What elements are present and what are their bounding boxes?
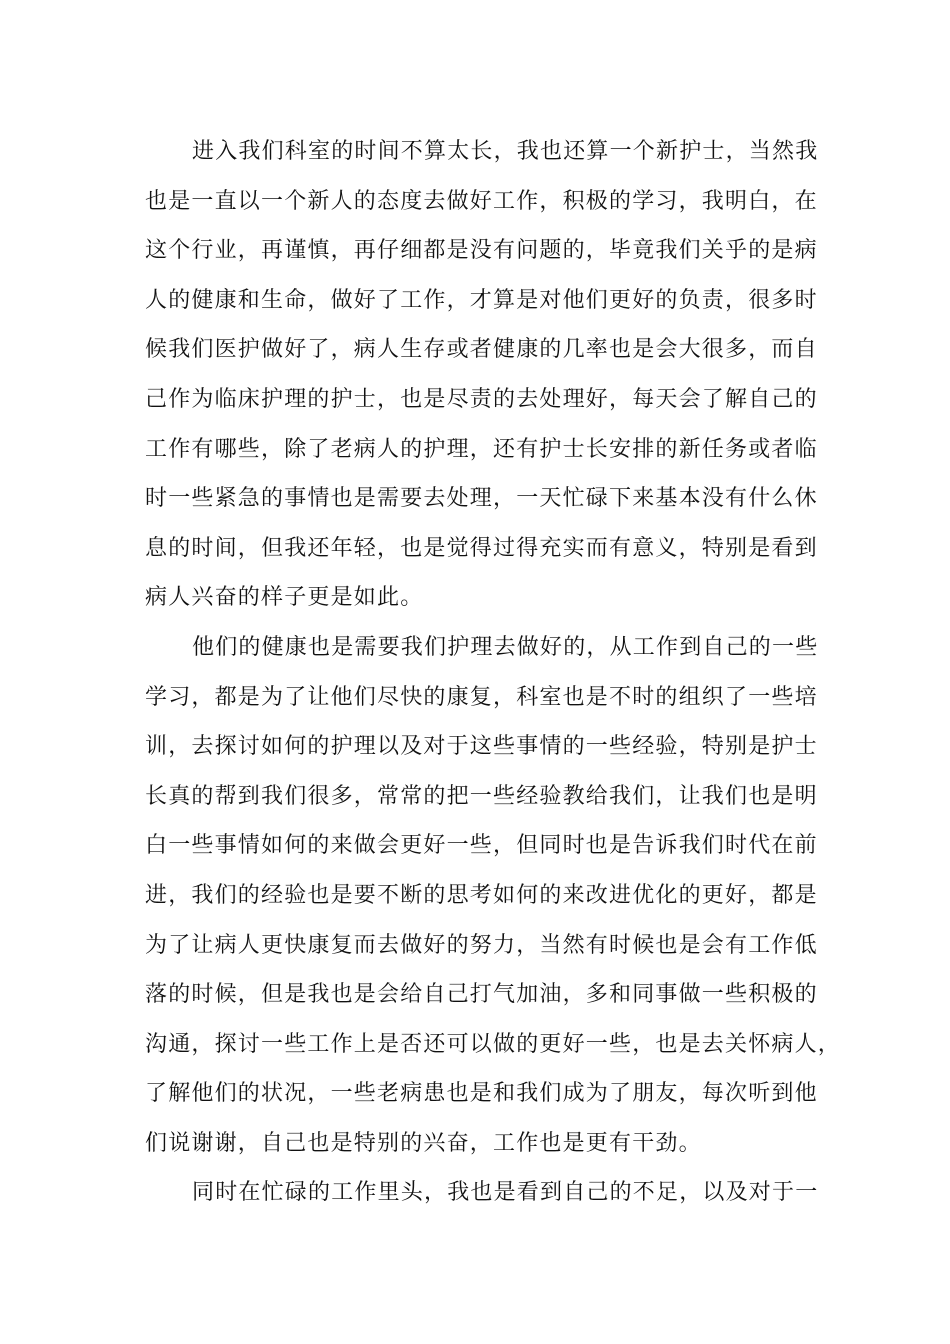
text-line: 进，我们的经验也是要不断的思考如何的来改进优化的更好，都是 [145, 882, 818, 908]
text-line: 候我们医护做好了，病人生存或者健康的几率也是会大很多，而自 [145, 337, 818, 363]
text-line: 时一些紧急的事情也是需要去处理，一天忙碌下来基本没有什么休 [145, 486, 818, 512]
text-line: 们说谢谢，自己也是特别的兴奋，工作也是更有干劲。 [145, 1130, 702, 1156]
text-line: 息的时间，但我还年轻，也是觉得过得充实而有意义，特别是看到 [145, 535, 818, 561]
text-line: 人的健康和生命，做好了工作，才算是对他们更好的负责，很多时 [145, 287, 818, 313]
document-body [145, 127, 842, 1218]
text-line: 他们的健康也是需要我们护理去做好的，从工作到自己的一些 [192, 634, 819, 660]
text-line: 工作有哪些，除了老病人的护理，还有护士长安排的新任务或者临 [145, 436, 818, 462]
text-line: 为了让病人更快康复而去做好的努力，当然有时候也是会有工作低 [145, 932, 818, 958]
text-line: 学习，都是为了让他们尽快的康复，科室也是不时的组织了一些培 [145, 684, 818, 710]
text-line: 同时在忙碌的工作里头，我也是看到自己的不足，以及对于一 [192, 1180, 819, 1206]
paragraph [145, 127, 819, 623]
text-line: 了解他们的状况，一些老病患也是和我们成为了朋友，每次听到他 [145, 1081, 818, 1107]
text-line: 沟通，探讨一些工作上是否还可以做的更好一些，也是去关怀病人， [145, 1031, 842, 1057]
text-line: 白一些事情如何的来做会更好一些，但同时也是告诉我们时代在前 [145, 833, 818, 859]
text-line: 落的时候，但是我也是会给自己打气加油，多和同事做一些积极的 [145, 982, 818, 1008]
text-line: 这个行业，再谨慎，再仔细都是没有问题的，毕竟我们关乎的是病 [145, 238, 818, 264]
text-line: 长真的帮到我们很多，常常的把一些经验教给我们，让我们也是明 [145, 783, 818, 809]
text-line: 训，去探讨如何的护理以及对于这些事情的一些经验，特别是护士 [145, 734, 818, 760]
text-line: 也是一直以一个新人的态度去做好工作，积极的学习，我明白，在 [145, 188, 818, 214]
text-line: 进入我们科室的时间不算太长，我也还算一个新护士，当然我 [192, 139, 819, 164]
text-line: 己作为临床护理的护士，也是尽责的去处理好，每天会了解自己的 [145, 386, 818, 412]
paragraph [145, 623, 842, 1169]
paragraph [145, 1168, 819, 1218]
text-line: 病人兴奋的样子更是如此。 [145, 585, 424, 611]
